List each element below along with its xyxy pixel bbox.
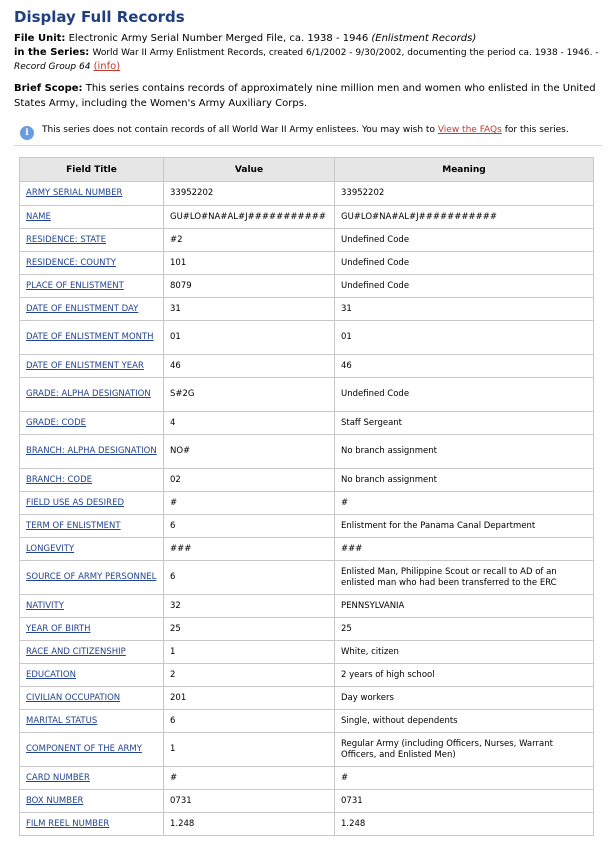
field-title-cell: [20, 275, 164, 298]
value-cell: ###: [164, 538, 335, 561]
meaning-cell: Undefined Code: [335, 275, 594, 298]
field-title-cell: [20, 469, 164, 492]
meaning-cell: No branch assignment: [335, 469, 594, 492]
field-title-cell: [20, 641, 164, 664]
field-title-link[interactable]: BRANCH: ALPHA DESIGNATION: [26, 446, 157, 456]
field-title-link[interactable]: TERM OF ENLISTMENT: [26, 520, 121, 531]
meaning-cell: Undefined Code: [335, 252, 594, 275]
meaning-cell: ###: [335, 538, 594, 561]
notice-pre: This series does not contain records of all World War II Army enlistees. You may wish to: [42, 125, 435, 135]
table-header-row: [20, 158, 594, 182]
field-title-link[interactable]: ARMY SERIAL NUMBER: [26, 188, 123, 198]
file-unit-italic: (Enlistment Records): [371, 33, 477, 44]
meaning-cell: 33952202: [335, 182, 594, 206]
value-cell: 4: [164, 412, 335, 435]
table-row: [20, 538, 594, 561]
value-cell: 25: [164, 618, 335, 641]
file-unit-line: [14, 32, 602, 46]
table-row: [20, 355, 594, 378]
field-title-cell: [20, 733, 164, 767]
info-icon: i: [20, 126, 34, 140]
field-title-cell: [20, 298, 164, 321]
value-cell: #: [164, 767, 335, 790]
field-title-cell: [20, 229, 164, 252]
value-cell: #2: [164, 229, 335, 252]
field-title-cell: [20, 355, 164, 378]
meaning-cell: 25: [335, 618, 594, 641]
meaning-cell: Enlisted Man, Philippine Scout or recall to AD of an enlisted man who had been transferred to the ERC: [335, 561, 594, 595]
table-row: [20, 321, 594, 355]
table-row: [20, 641, 594, 664]
value-cell: 02: [164, 469, 335, 492]
value-cell: 0731: [164, 790, 335, 813]
field-title-cell: [20, 710, 164, 733]
field-title-link[interactable]: NAME: [26, 211, 51, 222]
field-title-cell: [20, 206, 164, 229]
table-row: [20, 813, 594, 836]
value-cell: 101: [164, 252, 335, 275]
field-title-cell: [20, 561, 164, 595]
series-line: [14, 46, 602, 74]
value-cell: 1: [164, 641, 335, 664]
meaning-cell: No branch assignment: [335, 435, 594, 469]
value-cell: 46: [164, 355, 335, 378]
table-row: [20, 182, 594, 206]
value-cell: 1: [164, 733, 335, 767]
value-cell: S#2G: [164, 378, 335, 412]
field-title-link[interactable]: RACE AND CITIZENSHIP: [26, 646, 126, 657]
field-title-cell: [20, 595, 164, 618]
file-unit-label: File Unit:: [14, 33, 66, 44]
meaning-cell: #: [335, 767, 594, 790]
series-label: in the Series:: [14, 47, 90, 58]
field-title-link[interactable]: CARD NUMBER: [26, 772, 90, 783]
notice-text: [42, 125, 569, 135]
notice-post: for this series.: [504, 125, 569, 135]
field-title-cell: [20, 767, 164, 790]
meaning-cell: 0731: [335, 790, 594, 813]
field-title-link[interactable]: FILM REEL NUMBER: [26, 818, 110, 829]
meaning-cell: 01: [335, 321, 594, 355]
meaning-cell: Staff Sergeant: [335, 412, 594, 435]
meaning-cell: Undefined Code: [335, 378, 594, 412]
value-cell: 6: [164, 515, 335, 538]
meaning-cell: #: [335, 492, 594, 515]
table-row: [20, 618, 594, 641]
field-title-link[interactable]: PLACE OF ENLISTMENT: [26, 280, 124, 291]
table-row: [20, 469, 594, 492]
value-cell: 31: [164, 298, 335, 321]
field-title-cell: [20, 618, 164, 641]
table-row: [20, 275, 594, 298]
table-row: [20, 561, 594, 595]
table-row: [20, 595, 594, 618]
field-title-link[interactable]: SOURCE OF ARMY PERSONNEL: [26, 572, 157, 582]
table-row: [20, 298, 594, 321]
info-link[interactable]: (info): [93, 61, 121, 72]
field-title-link[interactable]: YEAR OF BIRTH: [26, 623, 91, 634]
table-row: [20, 710, 594, 733]
value-cell: 6: [164, 710, 335, 733]
faq-link[interactable]: View the FAQs: [437, 125, 502, 135]
file-unit-value: Electronic Army Serial Number Merged File, ca. 1938 - 1946: [68, 33, 369, 44]
value-cell: 2: [164, 664, 335, 687]
field-title-link[interactable]: GRADE: ALPHA DESIGNATION: [26, 389, 151, 399]
table-row: [20, 664, 594, 687]
table-row: [20, 252, 594, 275]
value-cell: 6: [164, 561, 335, 595]
field-title-cell: [20, 515, 164, 538]
field-title-link[interactable]: DATE OF ENLISTMENT YEAR: [26, 360, 144, 371]
field-title-cell: [20, 378, 164, 412]
field-title-link[interactable]: COMPONENT OF THE ARMY: [26, 744, 142, 754]
meaning-cell: GU#LO#NA#AL#J###########: [335, 206, 594, 229]
meaning-cell: 31: [335, 298, 594, 321]
field-title-link[interactable]: RESIDENCE: COUNTY: [26, 257, 116, 268]
value-cell: 201: [164, 687, 335, 710]
field-title-cell: [20, 182, 164, 206]
value-cell: NO#: [164, 435, 335, 469]
meaning-cell: PENNSYLVANIA: [335, 595, 594, 618]
field-title-link[interactable]: CIVILIAN OCCUPATION: [26, 692, 121, 703]
meaning-cell: Single, without dependents: [335, 710, 594, 733]
meaning-cell: Regular Army (including Officers, Nurses, Warrant Officers, and Enlisted Men): [335, 733, 594, 767]
field-title-link[interactable]: MARITAL STATUS: [26, 715, 98, 726]
field-title-cell: [20, 321, 164, 355]
brief-scope: [14, 81, 602, 111]
meaning-cell: Enlistment for the Panama Canal Department: [335, 515, 594, 538]
table-row: [20, 687, 594, 710]
field-title-link[interactable]: LONGEVITY: [26, 543, 75, 554]
field-title-link[interactable]: GRADE: CODE: [26, 417, 86, 428]
field-title-cell: [20, 790, 164, 813]
value-cell: GU#LO#NA#AL#J###########: [164, 206, 335, 229]
scope-label: Brief Scope:: [14, 83, 83, 94]
table-row: [20, 733, 594, 767]
header-field-title: Field Title: [20, 158, 164, 182]
table-row: [20, 229, 594, 252]
meaning-cell: Undefined Code: [335, 229, 594, 252]
value-cell: 33952202: [164, 182, 335, 206]
table-row: [20, 515, 594, 538]
table-row: [20, 790, 594, 813]
field-title-link[interactable]: EDUCATION: [26, 669, 76, 680]
field-title-cell: [20, 492, 164, 515]
field-title-link[interactable]: RESIDENCE: STATE: [26, 234, 106, 245]
meaning-cell: Day workers: [335, 687, 594, 710]
table-row: [20, 206, 594, 229]
meaning-cell: 2 years of high school: [335, 664, 594, 687]
field-title-link[interactable]: BOX NUMBER: [26, 795, 84, 806]
value-cell: 32: [164, 595, 335, 618]
table-row: [20, 378, 594, 412]
value-cell: 8079: [164, 275, 335, 298]
value-cell: #: [164, 492, 335, 515]
field-title-cell: [20, 687, 164, 710]
series-value: World War II Army Enlistment Records, created 6/1/2002 - 9/30/2002, documenting the period ca. 1938 - 1946. -: [92, 48, 599, 58]
field-title-cell: [20, 813, 164, 836]
header-value: Value: [164, 158, 335, 182]
table-row: [20, 767, 594, 790]
field-title-cell: [20, 538, 164, 561]
table-row: [20, 435, 594, 469]
value-cell: 1.248: [164, 813, 335, 836]
field-title-link[interactable]: DATE OF ENLISTMENT MONTH: [26, 332, 154, 342]
record-group: Record Group 64: [14, 62, 91, 72]
records-table: [19, 157, 594, 836]
field-title-cell: [20, 664, 164, 687]
notice-bar: [14, 119, 602, 146]
field-title-link[interactable]: FIELD USE AS DESIRED: [26, 497, 124, 508]
header-meaning: Meaning: [335, 158, 594, 182]
field-title-link[interactable]: DATE OF ENLISTMENT DAY: [26, 303, 139, 314]
value-cell: 01: [164, 321, 335, 355]
meaning-cell: White, citizen: [335, 641, 594, 664]
field-title-link[interactable]: NATIVITY: [26, 600, 64, 611]
field-title-cell: [20, 252, 164, 275]
table-row: [20, 492, 594, 515]
field-title-cell: [20, 435, 164, 469]
field-title-link[interactable]: BRANCH: CODE: [26, 474, 92, 485]
scope-text: This series contains records of approximately nine million men and women who enlisted in the United States Army, including the Women's Army Auxiliary Corps.: [14, 83, 596, 109]
field-title-cell: [20, 412, 164, 435]
meaning-cell: 46: [335, 355, 594, 378]
meaning-cell: 1.248: [335, 813, 594, 836]
page-title: Display Full Records: [14, 8, 185, 26]
table-row: [20, 412, 594, 435]
